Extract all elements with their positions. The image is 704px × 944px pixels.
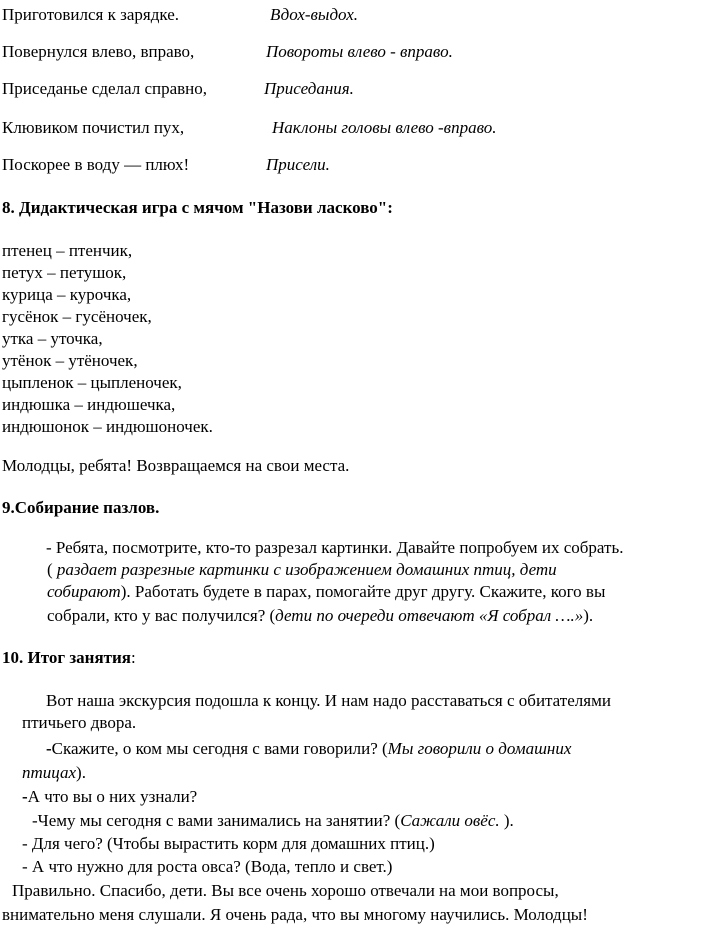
section-9-line-4: собрали, кто у вас получился? (дети по очереди отвечают «Я собрал ….»). bbox=[47, 606, 594, 625]
section-10-line-3: -Скажите, о ком мы сегодня с вами говорили? (Мы говорили о домашних bbox=[46, 739, 572, 758]
section-8-heading: 8. Дидактическая игра с мячом "Назови ласково": bbox=[2, 198, 393, 217]
poem-verse-3: Приседанье сделал справно, bbox=[2, 79, 208, 98]
poem-action-5: Присели. bbox=[266, 155, 330, 174]
section-9-heading: 9.Собирание пазлов. bbox=[2, 498, 160, 517]
list-item: курица – курочка, bbox=[2, 285, 132, 304]
section-9-line-3: собирают). Работать будете в парах, помогайте друг другу. Скажите, кого вы bbox=[47, 582, 606, 601]
list-item: индюшонок – индюшоночек. bbox=[2, 417, 213, 436]
poem-verse-1: Приготовился к зарядке. bbox=[2, 5, 179, 24]
section-9-line-1: - Ребята, посмотрите, кто-то разрезал картинки. Давайте попробуем их собрать. bbox=[46, 538, 624, 557]
poem-action-3: Приседания. bbox=[264, 79, 354, 98]
section-10-line-7: - Для чего? (Чтобы вырастить корм для домашних птиц.) bbox=[22, 834, 435, 853]
section-9-line-2: ( раздает разрезные картинки с изображением домашних птиц, дети bbox=[47, 560, 557, 579]
poem-verse-5: Поскорее в воду — плюх! bbox=[2, 155, 190, 174]
list-item: индюшка – индюшечка, bbox=[2, 395, 176, 414]
section-8-closing: Молодцы, ребята! Возвращаемся на свои места. bbox=[2, 456, 350, 475]
list-item: гусёнок – гусёночек, bbox=[2, 307, 152, 326]
list-item: утёнок – утёночек, bbox=[2, 351, 138, 370]
section-10-line-4: птицах). bbox=[22, 763, 86, 782]
section-10-line-6: -Чему мы сегодня с вами занимались на занятии? (Сажали овёс. ). bbox=[32, 811, 514, 830]
poem-action-1: Вдох-выдох. bbox=[270, 5, 359, 24]
section-10-heading: 10. Итог занятия: bbox=[2, 648, 136, 667]
poem-verse-2: Повернулся влево, вправо, bbox=[2, 42, 195, 61]
section-10-line-5: -А что вы о них узнали? bbox=[22, 787, 198, 806]
list-item: птенец – птенчик, bbox=[2, 241, 133, 260]
list-item: утка – уточка, bbox=[2, 329, 103, 348]
list-item: петух – петушок, bbox=[2, 263, 127, 282]
section-10-line-10: внимательно меня слушали. Я очень рада, что вы многому научились. Молодцы! bbox=[2, 905, 588, 924]
section-10-line-2: птичьего двора. bbox=[22, 713, 137, 732]
list-item: цыпленок – цыпленочек, bbox=[2, 373, 182, 392]
section-10-line-9: Правильно. Спасибо, дети. Вы все очень хорошо отвечали на мои вопросы, bbox=[12, 881, 559, 900]
section-10-line-1: Вот наша экскурсия подошла к концу. И нам надо расставаться с обитателями bbox=[46, 691, 611, 710]
section-10-line-8: - А что нужно для роста овса? (Вода, тепло и свет.) bbox=[22, 857, 393, 876]
poem-verse-4: Клювиком почистил пух, bbox=[2, 118, 185, 137]
poem-action-4: Наклоны головы влево -вправо. bbox=[272, 118, 497, 137]
poem-action-2: Повороты влево - вправо. bbox=[266, 42, 453, 61]
